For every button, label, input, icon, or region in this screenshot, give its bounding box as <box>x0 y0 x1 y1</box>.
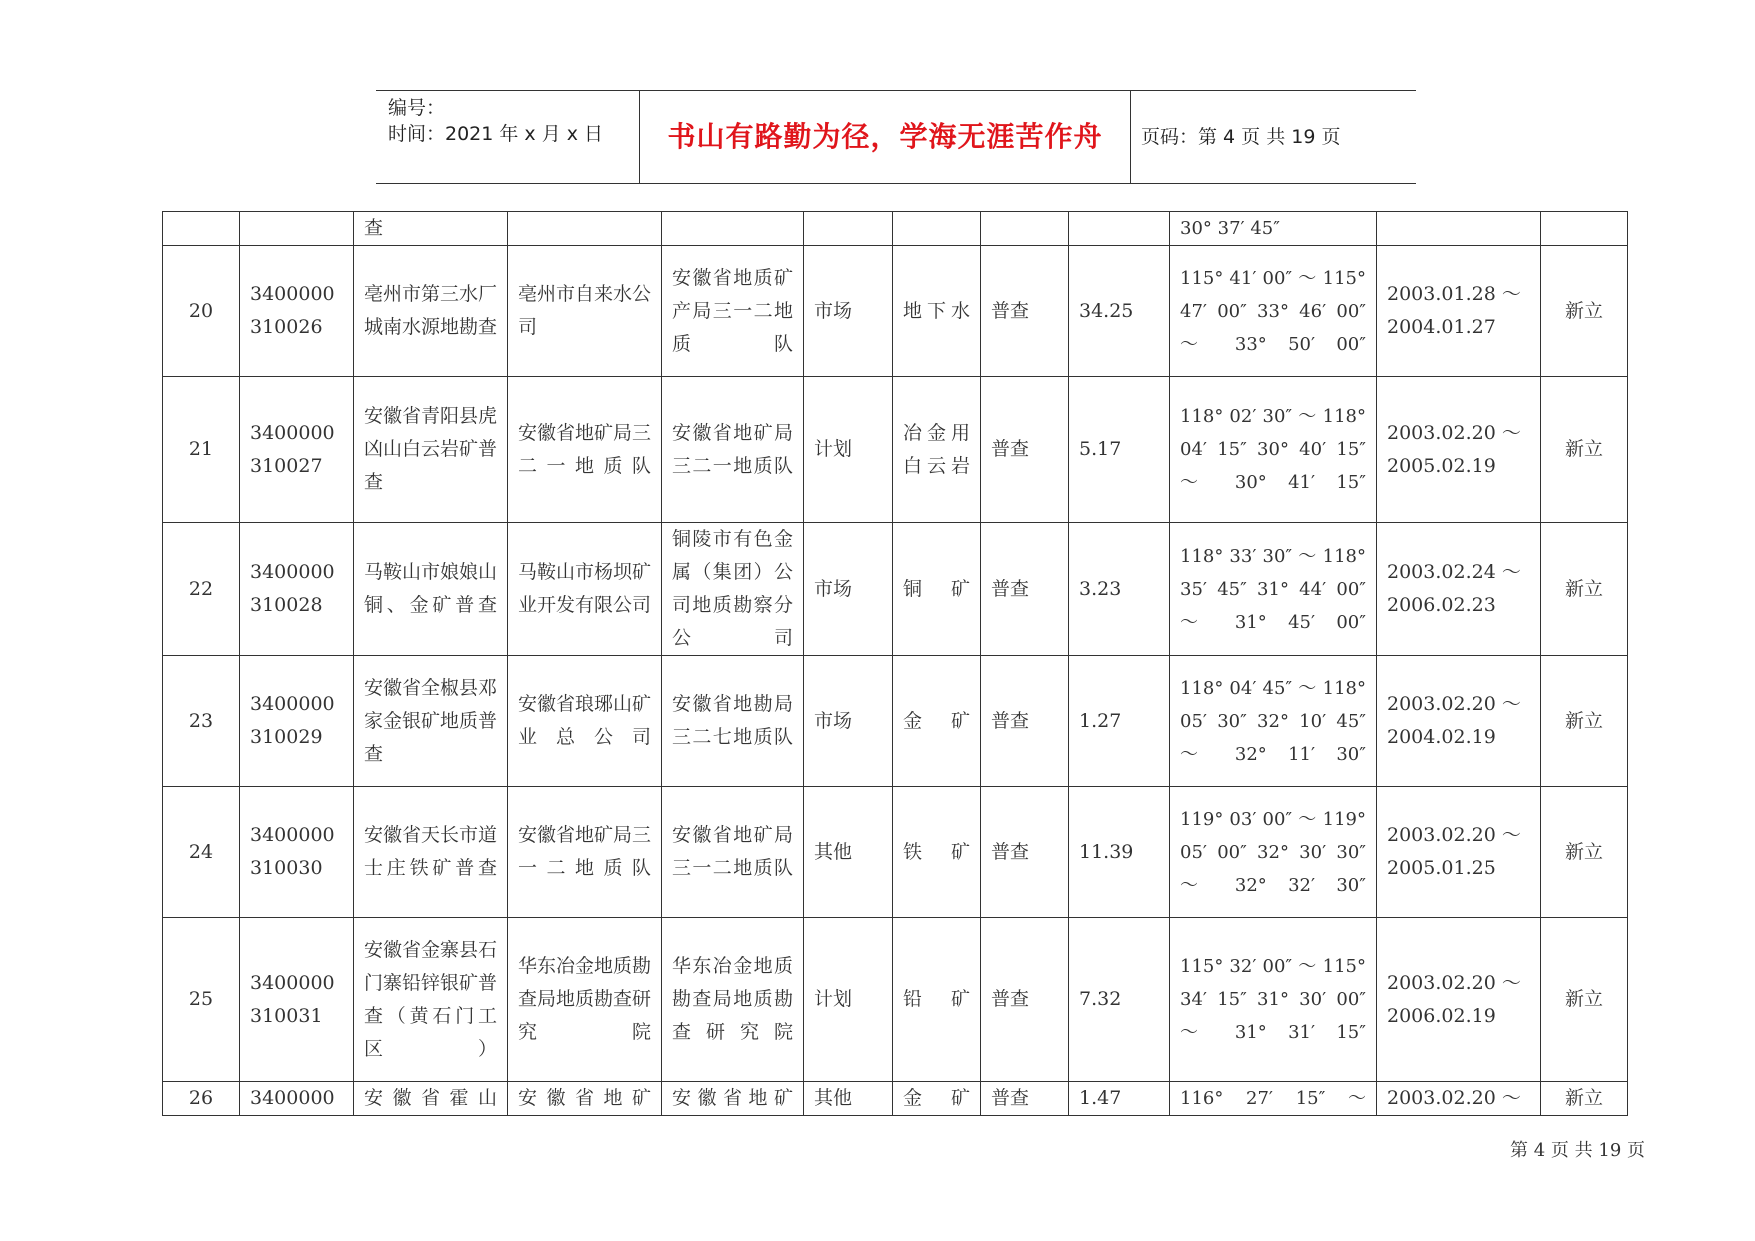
cell-area <box>1069 212 1170 246</box>
header-slogan: 书山有路勤为径，学海无涯苦作舟 <box>667 120 1103 153</box>
cell-period: 2003.01.28 ～ 2004.01.27 <box>1377 246 1541 377</box>
cell-period <box>1377 212 1541 246</box>
cell-area: 34.25 <box>1069 246 1170 377</box>
cell-mineral: 地下水 <box>893 246 981 377</box>
table-row <box>163 656 1628 787</box>
cell-owner: 亳州市自来水公司 <box>508 246 662 377</box>
cell-owner: 安徽省地矿 <box>508 1082 662 1116</box>
cell-no: 26 <box>163 1082 240 1116</box>
cell-stage: 普查 <box>981 787 1069 918</box>
cell-name: 安徽省霍山 <box>354 1082 508 1116</box>
cell-source: 其他 <box>804 1082 893 1116</box>
cell-coords: 118° 02′ 30″ ～ 118° 04′ 15″ 30° 40′ 15″ ～ 30° 41′ 15″ <box>1170 377 1377 523</box>
cell-name: 安徽省金寨县石门寨铅锌银矿普查（黄石门工区） <box>354 918 508 1082</box>
cell-stage: 普查 <box>981 246 1069 377</box>
cell-coords: 115° 41′ 00″ ～ 115° 47′ 00″ 33° 46′ 00″ ～ 33° 50′ 00″ <box>1170 246 1377 377</box>
cell-area: 1.47 <box>1069 1082 1170 1116</box>
table-row <box>163 1082 1628 1116</box>
cell-unit <box>662 212 804 246</box>
cell-coords: 116° 27′ 15″ ～ <box>1170 1082 1377 1116</box>
cell-coords: 118° 04′ 45″ ～ 118° 05′ 30″ 32° 10′ 45″ ～ 32° 11′ 30″ <box>1170 656 1377 787</box>
cell-name: 安徽省全椒县邓家金银矿地质普查 <box>354 656 508 787</box>
document-number-label: 编号： <box>388 97 446 119</box>
cell-owner: 安徽省琅琊山矿业总公司 <box>508 656 662 787</box>
cell-mineral: 铁矿 <box>893 787 981 918</box>
header-page-code: 页码：第 4 页 共 19 页 <box>1141 126 1341 148</box>
cell-name: 安徽省天长市道士庄铁矿普查 <box>354 787 508 918</box>
page-footer: 第 4 页 共 19 页 <box>1510 1140 1645 1161</box>
cell-mineral: 金矿 <box>893 656 981 787</box>
cell-period: 2003.02.20 ～ <box>1377 1082 1541 1116</box>
header-divider <box>1130 91 1131 183</box>
cell-no: 22 <box>163 523 240 656</box>
cell-unit: 铜陵市有色金属（集团）公司地质勘察分公司 <box>662 523 804 656</box>
cell-status: 新立 <box>1541 523 1628 656</box>
page-header <box>376 90 1416 184</box>
cell-no: 25 <box>163 918 240 1082</box>
cell-status: 新立 <box>1541 787 1628 918</box>
document-time-label: 时间：2021 年 x 月 x 日 <box>388 123 604 145</box>
cell-stage: 普查 <box>981 377 1069 523</box>
cell-owner: 安徽省地矿局三二一地质队 <box>508 377 662 523</box>
cell-name: 马鞍山市娘娘山铜、金矿普查 <box>354 523 508 656</box>
cell-name: 亳州市第三水厂城南水源地勘查 <box>354 246 508 377</box>
table-row-continuation <box>163 212 1628 246</box>
cell-name: 查 <box>354 212 508 246</box>
cell-mineral: 冶金用白云岩 <box>893 377 981 523</box>
cell-unit: 华东冶金地质勘查局地质勘查研究院 <box>662 918 804 1082</box>
cell-unit: 安徽省地矿局三一二地质队 <box>662 787 804 918</box>
header-meta <box>388 91 643 183</box>
cell-no <box>163 212 240 246</box>
cell-name: 安徽省青阳县虎凶山白云岩矿普查 <box>354 377 508 523</box>
table-body <box>163 212 1628 1116</box>
cell-stage: 普查 <box>981 523 1069 656</box>
cell-owner <box>508 212 662 246</box>
cell-area: 5.17 <box>1069 377 1170 523</box>
cell-unit: 安徽省地矿局三二一地质队 <box>662 377 804 523</box>
cell-unit: 安徽省地勘局三二七地质队 <box>662 656 804 787</box>
cell-mineral <box>893 212 981 246</box>
cell-area: 3.23 <box>1069 523 1170 656</box>
cell-source <box>804 212 893 246</box>
table-row <box>163 918 1628 1082</box>
cell-code: 3400000 310031 <box>240 918 354 1082</box>
cell-coords: 118° 33′ 30″ ～ 118° 35′ 45″ 31° 44′ 00″ ～ 31° 45′ 00″ <box>1170 523 1377 656</box>
table-row <box>163 787 1628 918</box>
cell-period: 2003.02.20 ～ 2006.02.19 <box>1377 918 1541 1082</box>
cell-code: 3400000 310026 <box>240 246 354 377</box>
cell-period: 2003.02.24 ～ 2006.02.23 <box>1377 523 1541 656</box>
cell-mineral: 铜矿 <box>893 523 981 656</box>
cell-area: 7.32 <box>1069 918 1170 1082</box>
cell-code <box>240 212 354 246</box>
cell-status <box>1541 212 1628 246</box>
cell-unit: 安徽省地矿 <box>662 1082 804 1116</box>
cell-area: 1.27 <box>1069 656 1170 787</box>
cell-mineral: 铅矿 <box>893 918 981 1082</box>
cell-status: 新立 <box>1541 918 1628 1082</box>
cell-status: 新立 <box>1541 377 1628 523</box>
cell-status: 新立 <box>1541 656 1628 787</box>
cell-owner: 华东冶金地质勘查局地质勘查研究院 <box>508 918 662 1082</box>
cell-code: 3400000 310028 <box>240 523 354 656</box>
cell-owner: 安徽省地矿局三一二地质队 <box>508 787 662 918</box>
cell-source: 市场 <box>804 246 893 377</box>
project-table <box>162 211 1628 1116</box>
table-row <box>163 523 1628 656</box>
cell-period: 2003.02.20 ～ 2004.02.19 <box>1377 656 1541 787</box>
cell-code: 3400000 <box>240 1082 354 1116</box>
cell-source: 市场 <box>804 656 893 787</box>
cell-area: 11.39 <box>1069 787 1170 918</box>
cell-stage <box>981 212 1069 246</box>
cell-unit: 安徽省地质矿产局三一二地质队 <box>662 246 804 377</box>
cell-no: 23 <box>163 656 240 787</box>
cell-coords: 30° 37′ 45″ <box>1170 212 1377 246</box>
cell-stage: 普查 <box>981 1082 1069 1116</box>
cell-source: 计划 <box>804 377 893 523</box>
cell-no: 21 <box>163 377 240 523</box>
cell-owner: 马鞍山市杨坝矿业开发有限公司 <box>508 523 662 656</box>
cell-source: 其他 <box>804 787 893 918</box>
cell-period: 2003.02.20 ～ 2005.01.25 <box>1377 787 1541 918</box>
cell-source: 计划 <box>804 918 893 1082</box>
cell-no: 20 <box>163 246 240 377</box>
cell-code: 3400000 310030 <box>240 787 354 918</box>
table-row <box>163 246 1628 377</box>
cell-code: 3400000 310027 <box>240 377 354 523</box>
cell-status: 新立 <box>1541 246 1628 377</box>
table-row <box>163 377 1628 523</box>
cell-stage: 普查 <box>981 918 1069 1082</box>
cell-stage: 普查 <box>981 656 1069 787</box>
cell-period: 2003.02.20 ～ 2005.02.19 <box>1377 377 1541 523</box>
cell-coords: 119° 03′ 00″ ～ 119° 05′ 00″ 32° 30′ 30″ ～ 32° 32′ 30″ <box>1170 787 1377 918</box>
cell-status: 新立 <box>1541 1082 1628 1116</box>
cell-coords: 115° 32′ 00″ ～ 115° 34′ 15″ 31° 30′ 00″ ～ 31° 31′ 15″ <box>1170 918 1377 1082</box>
cell-source: 市场 <box>804 523 893 656</box>
cell-code: 3400000 310029 <box>240 656 354 787</box>
cell-no: 24 <box>163 787 240 918</box>
cell-mineral: 金矿 <box>893 1082 981 1116</box>
